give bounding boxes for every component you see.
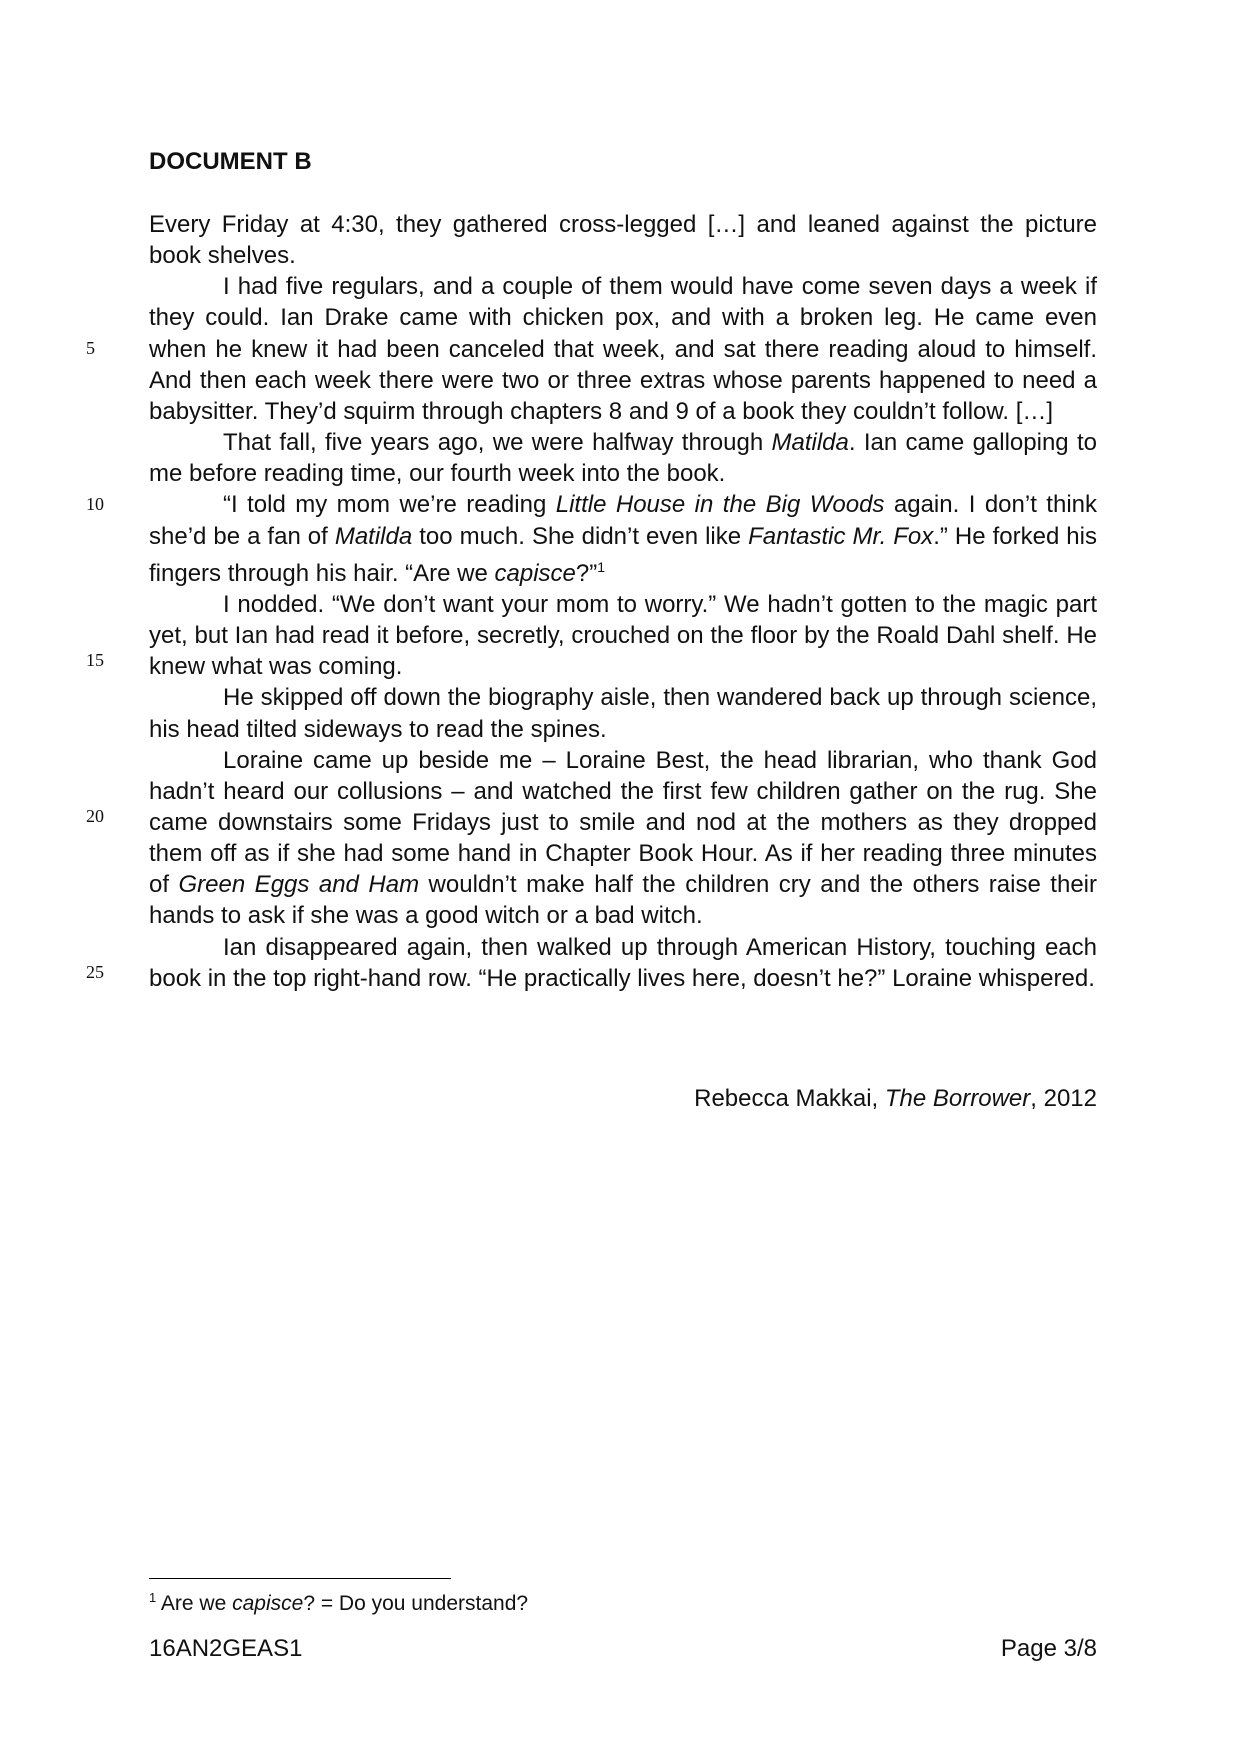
paragraph-6: He skipped off down the biography aisle, then wandered back up through science, his head tilted sideways to read the spines. [149,684,1097,743]
paragraph-2: I had five regulars, and a couple of them would have come seven days a week if they could. Ian Drake came with chicken pox, and with a broken leg. He came even when he knew it had been canceled that week, and sat there reading aloud to himself. And then each week there were two or three extras whose parents happened to need a babysitter. They’d squirm through chapters 8 and 9 of a book they couldn’t follow. […] [149,273,1097,425]
paragraph-8: Ian disappeared again, then walked up through American History, touching each book in the top right-hand row. “He practically lives here, doesn’t he?” Loraine whispered. [149,933,1097,992]
document-heading: DOCUMENT B [149,148,312,175]
line-number-15: 15 [86,650,104,670]
line-number-10: 10 [86,494,104,514]
source-citation: Rebecca Makkai, The Borrower, 2012 [694,1085,1097,1112]
paragraph-5: I nodded. “We don’t want your mom to worry.” We hadn’t gotten to the magic part yet, but Ian had read it before, secretly, crouched on the floor by the Roald Dahl shelf. He knew what was coming. [149,590,1097,681]
line-number-5: 5 [86,338,95,358]
document-code: 16AN2GEAS1 [149,1635,303,1662]
page-number: Page 3/8 [1000,1635,1097,1662]
footnote-divider [149,1578,451,1579]
footnote: $^1$ Are we capisce? = Do you understand? [149,1590,529,1615]
line-number-20: 20 [86,806,104,826]
document-body [149,209,1097,994]
line-number-25: 25 [86,962,104,982]
paragraph-3: That fall, five years ago, we were halfway through Matilda. Ian came galloping to me before reading time, our fourth week into the book. [149,429,1097,488]
paragraph-1: Every Friday at 4:30, they gathered cross-legged […] and leaned against the picture book shelves. [149,211,1097,270]
paragraph-4: “I told my mom we’re reading Little House in the Big Woods again. I don’t think she’d be a fan of Matilda too much. She didn’t even like Fantastic Mr. Fox.” He forked his fingers through his hair. “Are we capisce?”$^1$ [149,491,1097,587]
paragraph-7: Loraine came up beside me – Loraine Best, the head librarian, who thank God hadn’t heard our collusions – and watched the first few children gather on the rug. She came downstairs some Fridays just to smile and nod at the mothers as they dropped them off as if she had some hand in Chapter Book Hour. As if her reading three minutes of Green Eggs and Ham wouldn’t make half the children cry and the others raise their hands to ask if she was a good witch or a bad witch. [149,746,1097,930]
footnote-reference: 1 [597,558,606,575]
